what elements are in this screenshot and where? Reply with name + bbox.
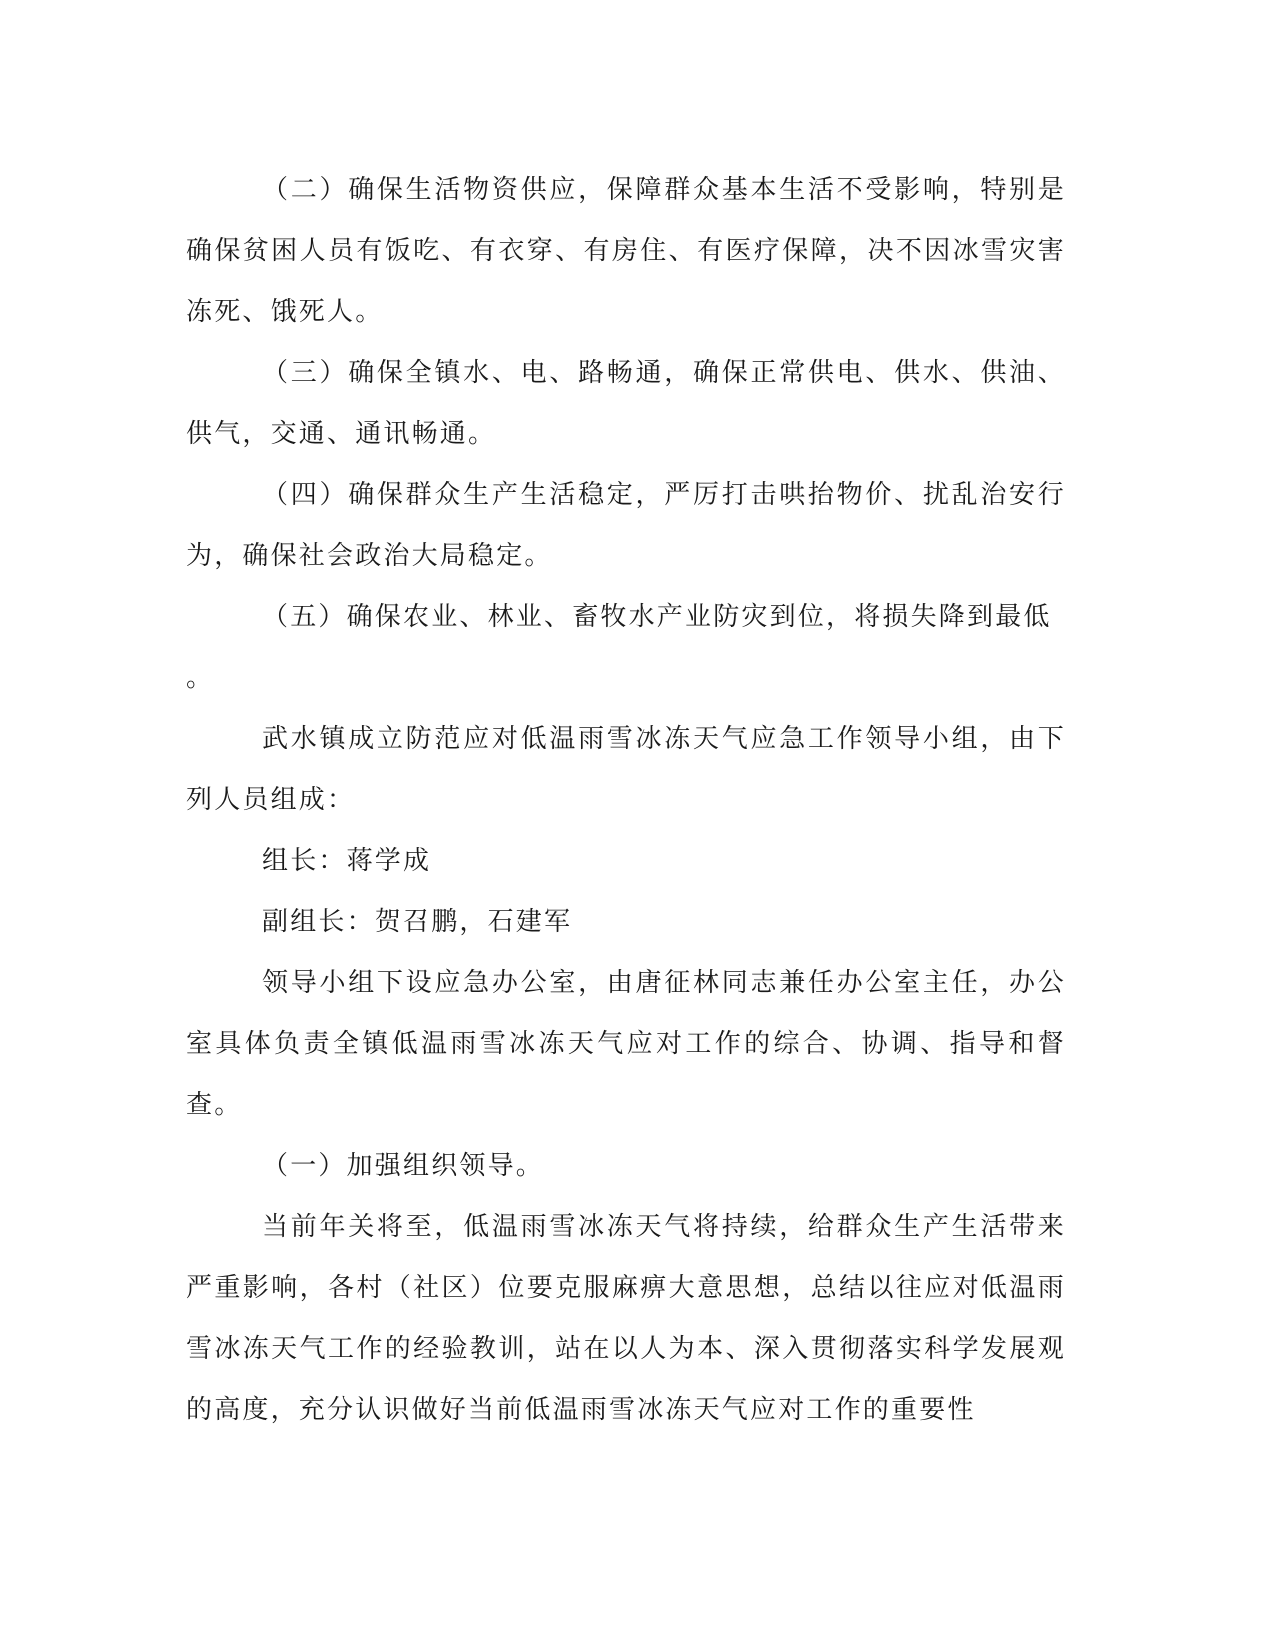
paragraph-emergency-office: 领导小组下设应急办公室，由唐征林同志兼任办公室主任，办公室具体负责全镇低温雨雪冰冻天气应对工作的综合、协调、指导和督查。 bbox=[186, 968, 1066, 1120]
document-body bbox=[186, 160, 1066, 1441]
paragraph-deputy-leaders: 副组长：贺召鹏，石建军 bbox=[262, 907, 573, 937]
paragraph-goal-2: （二）确保生活物资供应，保障群众基本生活不受影响，特别是确保贫困人员有饭吃、有衣穿、有房住、有医疗保障，决不因冰雪灾害冻死、饿死人。 bbox=[186, 175, 1066, 327]
paragraph-goal-3: （三）确保全镇水、电、路畅通，确保正常供电、供水、供油、供气，交通、通讯畅通。 bbox=[186, 358, 1066, 449]
paragraph-current-situation: 当前年关将至，低温雨雪冰冻天气将持续，给群众生产生活带来严重影响，各村（社区）位要克服麻痹大意思想，总结以往应对低温雨雪冰冻天气工作的经验教训，站在以人为本、深入贯彻落实科学发展观的高度，充分认识做好当前低温雨雪冰冻天气应对工作的重要性 bbox=[186, 1212, 1066, 1425]
paragraph-goal-4: （四）确保群众生产生活稳定，严厉打击哄抬物价、扰乱治安行为，确保社会政治大局稳定。 bbox=[186, 480, 1066, 571]
paragraph-section-heading: （一）加强组织领导。 bbox=[262, 1151, 545, 1181]
paragraph-goal-5: （五）确保农业、林业、畜牧水产业防灾到位，将损失降到最低 bbox=[262, 602, 1052, 632]
paragraph-trailing-period: 。 bbox=[186, 663, 215, 693]
paragraph-leading-group: 武水镇成立防范应对低温雨雪冰冻天气应急工作领导小组，由下列人员组成： bbox=[186, 724, 1066, 815]
paragraph-group-leader: 组长：蒋学成 bbox=[262, 846, 432, 876]
